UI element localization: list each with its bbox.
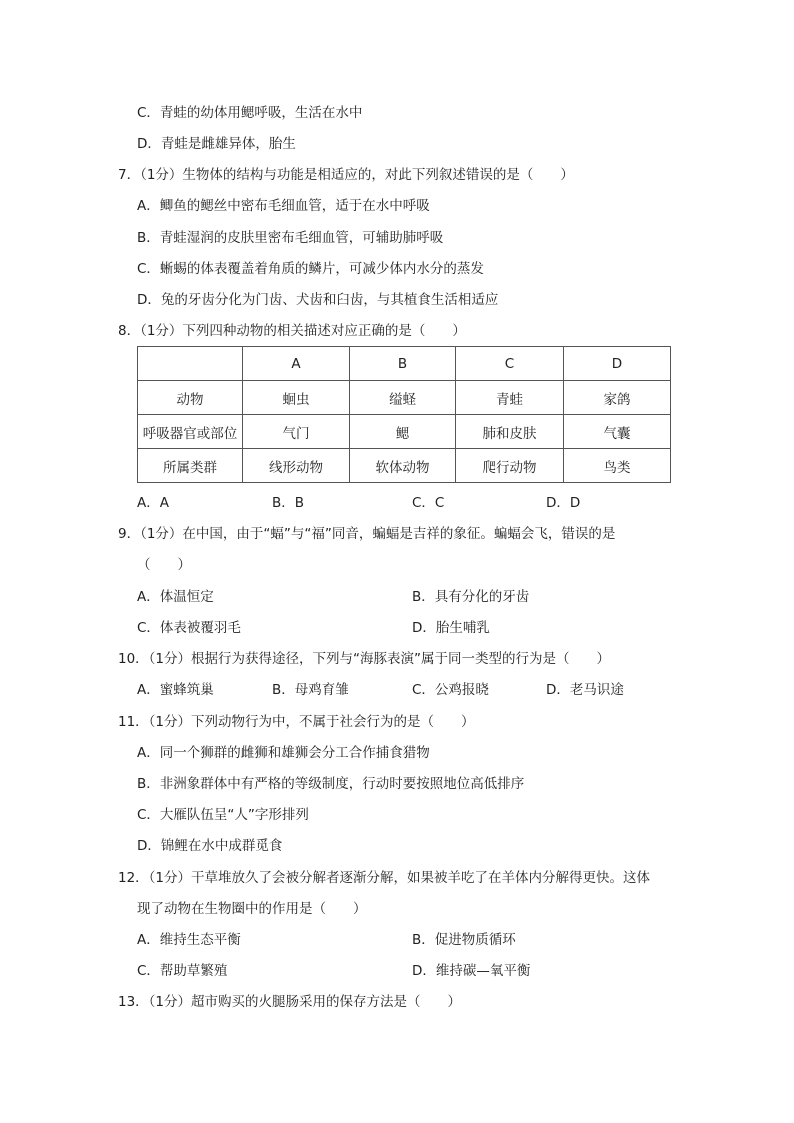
q11-stem: 11．（1分）下列动物行为中，不属于社会行为的是（ ） [118, 714, 475, 730]
q8-option-d[interactable]: D．D [546, 495, 581, 511]
q8-option-b[interactable]: B．B [272, 495, 305, 511]
q12-stem: 12．（1分）干草堆放久了会被分解者逐渐分解，如果被羊吃了在羊体内分解得更快。这体 [118, 870, 651, 886]
q8-option-a[interactable]: A．A [137, 495, 169, 511]
q12-option-b[interactable]: B．促进物质循环 [412, 932, 516, 948]
q11-option-c[interactable]: C．大雁队伍呈“人”字形排列 [137, 807, 309, 823]
q12-option-a[interactable]: A．维持生态平衡 [137, 932, 241, 948]
table-cell: C [456, 347, 564, 381]
q13-stem: 13．（1分）超市购买的火腿肠采用的保存方法是（ ） [118, 994, 462, 1010]
table-cell: 线形动物 [243, 449, 350, 483]
table-cell: 气囊 [564, 415, 671, 449]
q9-option-d[interactable]: D．胎生哺乳 [412, 620, 490, 636]
table-cell: 青蛙 [456, 381, 564, 415]
q9-stem: 9．（1分）在中国，由于“蝠”与“福”同音，蝙蝠是吉祥的象征。蝙蝠会飞，错误的是 [118, 526, 616, 542]
table-cell: B [350, 347, 456, 381]
q8-stem: 8．（1分）下列四种动物的相关描述对应正确的是（ ） [118, 323, 466, 339]
q10-option-b[interactable]: B．母鸡育雏 [272, 682, 349, 698]
table-cell: 家鸽 [564, 381, 671, 415]
q11-option-b[interactable]: B．非洲象群体中有严格的等级制度，行动时要按照地位高低排序 [137, 776, 525, 792]
q12-stem-continued: 现了动物在生物圈中的作用是（ ） [137, 901, 367, 917]
q10-option-a[interactable]: A．蜜蜂筑巢 [137, 682, 214, 698]
q11-option-a[interactable]: A．同一个狮群的雌狮和雄狮会分工合作捕食猎物 [137, 745, 430, 761]
table-row [138, 449, 671, 483]
q8-option-c[interactable]: C．C [412, 495, 445, 511]
table-row [138, 381, 671, 415]
q6-option-c[interactable]: C．青蛙的幼体用鳃呼吸，生活在水中 [137, 105, 363, 121]
q9-option-b[interactable]: B．具有分化的牙齿 [412, 589, 530, 605]
q10-stem: 10．（1分）根据行为获得途径，下列与“海豚表演”属于同一类型的行为是（ ） [118, 651, 611, 667]
table-cell: 蛔虫 [243, 381, 350, 415]
q7-stem: 7．（1分）生物体的结构与功能是相适应的，对此下列叙述错误的是（ ） [118, 167, 574, 183]
table-cell [138, 347, 243, 381]
q9-stem-continued: （ ） [137, 557, 191, 573]
q12-option-c[interactable]: C．帮助草繁殖 [137, 963, 228, 979]
q8-table [137, 346, 671, 483]
table-cell: 肺和皮肤 [456, 415, 564, 449]
q9-option-a[interactable]: A．体温恒定 [137, 589, 214, 605]
q10-option-c[interactable]: C．公鸡报晓 [412, 682, 489, 698]
table-cell: 缢蛏 [350, 381, 456, 415]
q11-option-d[interactable]: D．锦鲤在水中成群觅食 [137, 838, 283, 854]
q12-option-d[interactable]: D．维持碳—氧平衡 [412, 963, 531, 979]
table-cell: 所属类群 [138, 449, 243, 483]
table-cell: 呼吸器官或部位 [138, 415, 243, 449]
q10-option-d[interactable]: D．老马识途 [546, 682, 624, 698]
table-cell: D [564, 347, 671, 381]
table-cell: 爬行动物 [456, 449, 564, 483]
q7-option-c[interactable]: C．蜥蜴的体表覆盖着角质的鳞片，可减少体内水分的蒸发 [137, 261, 484, 277]
table-cell: 软体动物 [350, 449, 456, 483]
table-row [138, 415, 671, 449]
table-cell: 鸟类 [564, 449, 671, 483]
q7-option-a[interactable]: A．鲫鱼的鳃丝中密布毛细血管，适于在水中呼吸 [137, 198, 430, 214]
table-cell: A [243, 347, 350, 381]
q9-option-c[interactable]: C．体表被覆羽毛 [137, 620, 241, 636]
table-cell: 气门 [243, 415, 350, 449]
table-header-row [138, 347, 671, 381]
q7-option-b[interactable]: B．青蛙湿润的皮肤里密布毛细血管，可辅助肺呼吸 [137, 230, 444, 246]
table-cell: 动物 [138, 381, 243, 415]
q6-option-d[interactable]: D．青蛙是雌雄异体，胎生 [137, 136, 296, 152]
table-cell: 鳃 [350, 415, 456, 449]
q7-option-d[interactable]: D．兔的牙齿分化为门齿、犬齿和臼齿，与其植食生活相适应 [137, 292, 499, 308]
